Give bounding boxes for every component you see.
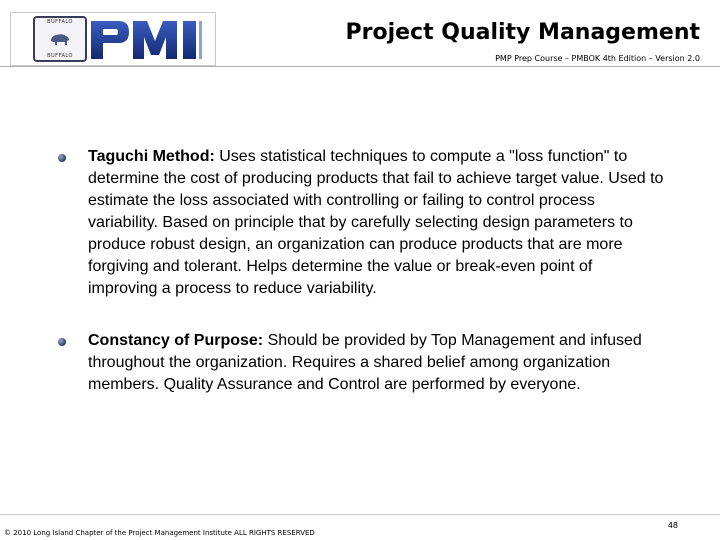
chapter-seal-logo (33, 16, 87, 62)
bullet-icon (58, 338, 66, 346)
page-number: 48 (667, 521, 678, 530)
header-divider (0, 66, 720, 67)
bullet-text: Uses statistical techniques to compute a "loss function" to determine the cost of producing products that fail to achieve target value. Used to estimate the loss associated with controlling or failing to control process variability. Based on principle that by carefully selecting design parameters to produce robust design, an organization can produce products that are more forgiving and tolerant. Helps determine the value or break-even point of improving a process to reduce variability. (88, 148, 664, 297)
slide-header (0, 0, 720, 70)
bullet-item-constancy-of-purpose (56, 330, 666, 396)
slide-subtitle: PMP Prep Course – PMBOK 4th Edition – Version 2.0 (495, 54, 700, 63)
bullet-icon (58, 154, 66, 162)
buffalo-icon (49, 32, 71, 46)
footer-copyright: © 2010 Long Island Chapter of the Project Management Institute ALL RIGHTS RESERVED (4, 529, 315, 537)
bullet-text: Should be provided by Top Management and infused throughout the organization. Requires a shared belief among organization members. Quality Assurance and Control are performed by everyone. (88, 332, 642, 393)
pmi-logo (10, 12, 216, 66)
bullet-term: Constancy of Purpose: (88, 332, 264, 349)
slide-title: Project Quality Management (345, 20, 700, 45)
bullet-list (56, 146, 666, 426)
pmi-wordmark-logo (89, 19, 211, 61)
footer-divider (0, 514, 720, 515)
seal-bottom-text: BUFFALO (47, 53, 73, 59)
bullet-item-taguchi-method (56, 146, 666, 300)
bullet-term: Taguchi Method: (88, 148, 215, 165)
seal-top-text: BUFFALO (47, 19, 73, 25)
